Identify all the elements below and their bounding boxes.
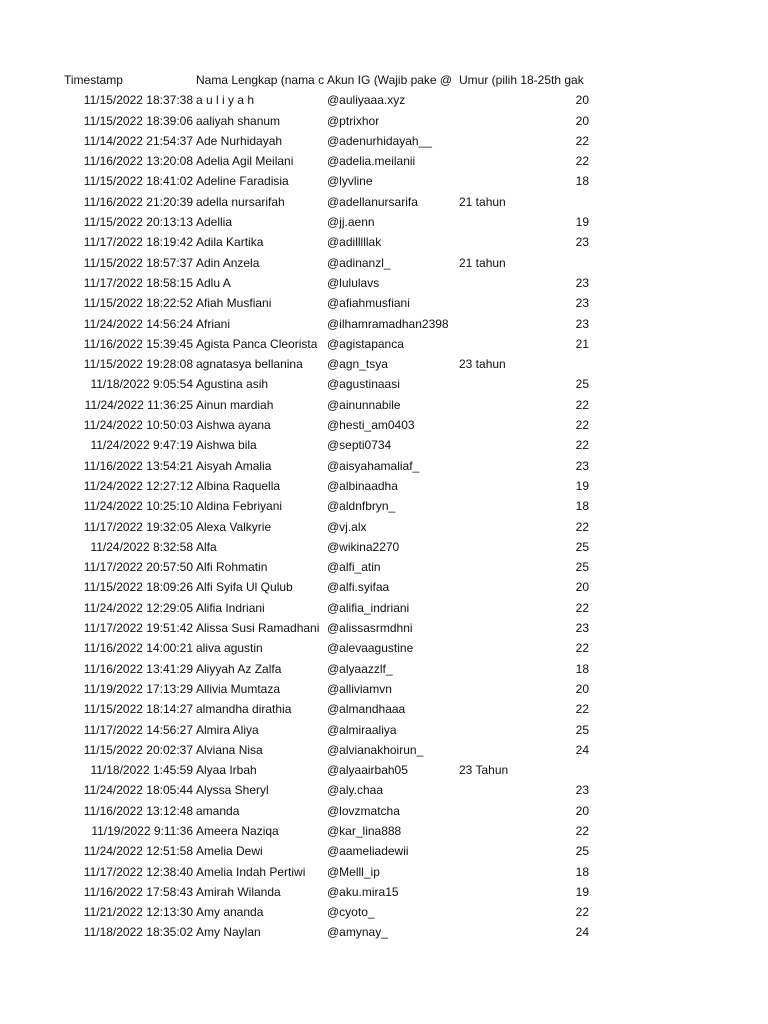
- cell-timestamp: 11/16/2022 13:20:08: [83, 154, 193, 169]
- cell-timestamp: 11/16/2022 15:39:45: [83, 336, 193, 351]
- table-row: [0, 780, 768, 800]
- table-row: [0, 699, 768, 719]
- cell-name: Allivia Mumtaza: [196, 681, 281, 696]
- table-row: [0, 557, 768, 577]
- cell-timestamp: 11/24/2022 12:51:58: [83, 844, 193, 859]
- cell-timestamp: 11/15/2022 18:41:02: [83, 174, 193, 189]
- table-row: [0, 862, 768, 882]
- cell-age: 22: [575, 154, 589, 169]
- table-row: [0, 801, 768, 821]
- cell-ig-account: @aly.chaa: [327, 783, 383, 798]
- cell-timestamp: 11/16/2022 14:00:21: [83, 641, 193, 656]
- cell-age: 24: [575, 742, 589, 757]
- cell-timestamp: 11/15/2022 20:02:37: [83, 742, 193, 757]
- table-row: [0, 395, 768, 415]
- cell-ig-account: @alliviamvn: [327, 681, 392, 696]
- cell-age: 23: [575, 275, 589, 290]
- cell-timestamp: 11/16/2022 17:58:43: [83, 884, 193, 899]
- table-row: [0, 537, 768, 557]
- cell-name: Aishwa bila: [196, 438, 257, 453]
- cell-name: Amelia Indah Pertiwi: [196, 864, 306, 879]
- cell-name: Ameera Naziqa: [196, 823, 279, 838]
- cell-age: 22: [575, 133, 589, 148]
- cell-name: a u l i y a h: [196, 93, 255, 108]
- cell-age: 23: [575, 235, 589, 250]
- cell-ig-account: @adenurhidayah__: [327, 133, 432, 148]
- cell-name: Adlu A: [196, 275, 231, 290]
- table-row: [0, 253, 768, 273]
- cell-timestamp: 11/17/2022 14:56:27: [83, 722, 193, 737]
- cell-timestamp: 11/16/2022 21:20:39: [83, 194, 193, 209]
- cell-timestamp: 11/15/2022 20:13:13: [83, 215, 193, 230]
- cell-ig-account: @lululavs: [327, 275, 380, 290]
- cell-name: Alyaa Irbah: [196, 763, 257, 778]
- table-row: [0, 517, 768, 537]
- cell-ig-account: @auliyaaa.xyz: [327, 93, 406, 108]
- cell-ig-account: @adelia.meilanii: [327, 154, 416, 169]
- table-row: [0, 212, 768, 232]
- cell-age: 25: [575, 560, 589, 575]
- cell-ig-account: @alfi.syifaa: [327, 580, 390, 595]
- cell-age: 22: [575, 702, 589, 717]
- cell-timestamp: 11/16/2022 13:12:48: [83, 803, 193, 818]
- cell-age: 23: [575, 621, 589, 636]
- table-row: [0, 618, 768, 638]
- cell-timestamp: 11/24/2022 18:05:44: [83, 783, 193, 798]
- cell-age: 21: [575, 336, 589, 351]
- cell-timestamp: 11/15/2022 18:57:37: [83, 255, 193, 270]
- header-row: [0, 70, 768, 90]
- cell-name: amanda: [196, 803, 240, 818]
- cell-age: 22: [575, 397, 589, 412]
- cell-timestamp: 11/24/2022 14:56:24: [83, 316, 193, 331]
- cell-name: Adeline Faradisia: [196, 174, 289, 189]
- cell-timestamp: 11/19/2022 9:11:36: [91, 823, 193, 838]
- cell-timestamp: 11/21/2022 12:13:30: [83, 905, 193, 920]
- cell-ig-account: @jj.aenn: [327, 215, 375, 230]
- cell-timestamp: 11/24/2022 10:50:03: [83, 418, 193, 433]
- cell-ig-account: @aisyahamaliaf_: [327, 458, 420, 473]
- cell-timestamp: 11/18/2022 1:45:59: [90, 763, 193, 778]
- cell-name: Alissa Susi Ramadhani: [196, 621, 320, 636]
- table-row: [0, 314, 768, 334]
- cell-name: Amelia Dewi: [196, 844, 263, 859]
- table-row: [0, 415, 768, 435]
- cell-ig-account: @agistapanca: [327, 336, 404, 351]
- cell-timestamp: 11/24/2022 12:27:12: [83, 478, 193, 493]
- cell-timestamp: 11/24/2022 8:32:58: [90, 539, 193, 554]
- cell-ig-account: @septi0734: [327, 438, 392, 453]
- cell-timestamp: 11/24/2022 12:29:05: [83, 600, 193, 615]
- table-row: [0, 922, 768, 942]
- cell-ig-account: @alissasrmdhni: [327, 621, 413, 636]
- cell-ig-account: @Melll_ip: [327, 864, 380, 879]
- cell-name: adella nursarifah: [196, 194, 285, 209]
- cell-timestamp: 11/15/2022 18:39:06: [83, 113, 193, 128]
- cell-age: 25: [575, 722, 589, 737]
- cell-name: Agustina asih: [196, 377, 269, 392]
- cell-timestamp: 11/17/2022 19:32:05: [83, 519, 193, 534]
- cell-ig-account: @lovzmatcha: [327, 803, 400, 818]
- header-age: Umur (pilih 18-25th gak: [459, 73, 584, 87]
- cell-ig-account: @alfi_atin: [327, 560, 381, 575]
- cell-name: Alfi Syifa Ul Qulub: [196, 580, 293, 595]
- cell-name: almandha dirathia: [196, 702, 292, 717]
- cell-age: 20: [575, 681, 589, 696]
- cell-name: Adin Anzela: [196, 255, 260, 270]
- cell-age: 21 tahun: [459, 194, 506, 209]
- table-row: [0, 131, 768, 151]
- cell-name: Adila Kartika: [196, 235, 264, 250]
- cell-timestamp: 11/18/2022 9:05:54: [90, 377, 193, 392]
- cell-name: Adelia Agil Meilani: [196, 154, 294, 169]
- cell-name: Aldina Febriyani: [196, 499, 283, 514]
- cell-age: 22: [575, 438, 589, 453]
- cell-age: 23: [575, 296, 589, 311]
- cell-name: Albina Raquella: [196, 478, 281, 493]
- cell-age: 19: [575, 884, 589, 899]
- cell-age: 18: [575, 499, 589, 514]
- cell-ig-account: @lyvline: [327, 174, 373, 189]
- cell-ig-account: @agn_tsya: [327, 357, 388, 372]
- cell-timestamp: 11/15/2022 18:09:26: [83, 580, 193, 595]
- table-row: [0, 90, 768, 110]
- cell-age: 25: [575, 377, 589, 392]
- cell-name: Alviana Nisa: [196, 742, 263, 757]
- cell-ig-account: @adilllllak: [327, 235, 382, 250]
- cell-name: Alifia Indriani: [196, 600, 265, 615]
- cell-ig-account: @aldnfbryn_: [327, 499, 396, 514]
- table-row: [0, 151, 768, 171]
- cell-ig-account: @kar_lina888: [327, 823, 402, 838]
- cell-ig-account: @wikina2270: [327, 539, 400, 554]
- header-timestamp: Timestamp: [64, 73, 123, 87]
- cell-timestamp: 11/15/2022 18:14:27: [83, 702, 193, 717]
- cell-name: Amirah Wilanda: [196, 884, 281, 899]
- table-row: [0, 902, 768, 922]
- cell-ig-account: @cyoto_: [327, 905, 375, 920]
- table-row: [0, 111, 768, 131]
- table-row: [0, 720, 768, 740]
- cell-age: 20: [575, 113, 589, 128]
- table-row: [0, 476, 768, 496]
- cell-name: Amy ananda: [196, 905, 264, 920]
- cell-age: 23 Tahun: [459, 763, 509, 778]
- table-row: [0, 638, 768, 658]
- table-row: [0, 456, 768, 476]
- cell-timestamp: 11/16/2022 13:41:29: [83, 661, 193, 676]
- table-row: [0, 192, 768, 212]
- cell-age: 20: [575, 580, 589, 595]
- cell-ig-account: @almandhaaa: [327, 702, 406, 717]
- cell-age: 22: [575, 519, 589, 534]
- cell-ig-account: @ptrixhor: [327, 113, 380, 128]
- cell-name: agnatasya bellanina: [196, 357, 303, 372]
- cell-timestamp: 11/24/2022 10:25:10: [83, 499, 193, 514]
- cell-age: 22: [575, 600, 589, 615]
- table-row: [0, 293, 768, 313]
- cell-age: 23: [575, 783, 589, 798]
- table-row: [0, 374, 768, 394]
- cell-ig-account: @alyaairbah05: [327, 763, 408, 778]
- cell-name: Aliyyah Az Zalfa: [196, 661, 282, 676]
- cell-ig-account: @alevaagustine: [327, 641, 414, 656]
- cell-timestamp: 11/15/2022 18:22:52: [83, 296, 193, 311]
- cell-ig-account: @adinanzl_: [327, 255, 391, 270]
- cell-name: Alfi Rohmatin: [196, 560, 268, 575]
- table-row: [0, 232, 768, 252]
- cell-timestamp: 11/17/2022 18:58:15: [83, 275, 193, 290]
- table-row: [0, 273, 768, 293]
- cell-ig-account: @vj.alx: [327, 519, 367, 534]
- cell-timestamp: 11/17/2022 12:38:40: [83, 864, 193, 879]
- cell-ig-account: @amynay_: [327, 925, 388, 940]
- table-row: [0, 598, 768, 618]
- cell-name: aaliyah shanum: [196, 113, 281, 128]
- cell-name: aliva agustin: [196, 641, 263, 656]
- table-row: [0, 435, 768, 455]
- cell-age: 22: [575, 823, 589, 838]
- table-row: [0, 841, 768, 861]
- cell-ig-account: @albinaadha: [327, 478, 398, 493]
- table-row: [0, 821, 768, 841]
- cell-age: 19: [575, 215, 589, 230]
- cell-ig-account: @ainunnabile: [327, 397, 401, 412]
- cell-timestamp: 11/18/2022 18:35:02: [83, 925, 193, 940]
- cell-name: Agista Panca Cleorista: [196, 336, 318, 351]
- cell-timestamp: 11/15/2022 18:37:38: [83, 93, 193, 108]
- cell-age: 21 tahun: [459, 255, 506, 270]
- cell-name: Afriani: [196, 316, 231, 331]
- cell-age: 22: [575, 905, 589, 920]
- cell-timestamp: 11/16/2022 13:54:21: [83, 458, 193, 473]
- cell-name: Ainun mardiah: [196, 397, 274, 412]
- cell-name: Adellia: [196, 215, 233, 230]
- cell-age: 18: [575, 864, 589, 879]
- cell-name: Aisyah Amalia: [196, 458, 272, 473]
- cell-name: Afiah Musfiani: [196, 296, 272, 311]
- cell-age: 22: [575, 418, 589, 433]
- table-row: [0, 354, 768, 374]
- cell-ig-account: @adellanursarifa: [327, 194, 418, 209]
- cell-age: 23: [575, 458, 589, 473]
- spreadsheet: [0, 70, 768, 943]
- cell-age: 18: [575, 661, 589, 676]
- cell-name: Almira Aliya: [196, 722, 259, 737]
- cell-age: 25: [575, 844, 589, 859]
- table-row: [0, 882, 768, 902]
- cell-timestamp: 11/17/2022 20:57:50: [83, 560, 193, 575]
- cell-ig-account: @alyaazzlf_: [327, 661, 393, 676]
- cell-age: 18: [575, 174, 589, 189]
- table-row: [0, 760, 768, 780]
- cell-ig-account: @ilhamramadhan2398: [327, 316, 449, 331]
- cell-ig-account: @aku.mira15: [327, 884, 399, 899]
- cell-age: 23: [575, 316, 589, 331]
- cell-age: 20: [575, 93, 589, 108]
- cell-age: 24: [575, 925, 589, 940]
- cell-ig-account: @alvianakhoirun_: [327, 742, 424, 757]
- cell-age: 25: [575, 539, 589, 554]
- table-row: [0, 740, 768, 760]
- table-row: [0, 171, 768, 191]
- cell-name: Aishwa ayana: [196, 418, 271, 433]
- table-body: [0, 90, 768, 942]
- cell-timestamp: 11/24/2022 9:47:19: [90, 438, 193, 453]
- cell-ig-account: @alifia_indriani: [327, 600, 410, 615]
- cell-name: Alexa Valkyrie: [196, 519, 272, 534]
- table-row: [0, 334, 768, 354]
- cell-ig-account: @hesti_am0403: [327, 418, 415, 433]
- cell-timestamp: 11/19/2022 17:13:29: [83, 681, 193, 696]
- cell-ig-account: @agustinaasi: [327, 377, 400, 392]
- cell-timestamp: 11/24/2022 11:36:25: [84, 397, 193, 412]
- cell-name: Alfa: [196, 539, 217, 554]
- cell-name: Amy Naylan: [196, 925, 261, 940]
- table-row: [0, 577, 768, 597]
- cell-age: 20: [575, 803, 589, 818]
- cell-timestamp: 11/15/2022 19:28:08: [83, 357, 193, 372]
- table-row: [0, 659, 768, 679]
- cell-timestamp: 11/17/2022 18:19:42: [83, 235, 193, 250]
- cell-ig-account: @almiraaliya: [327, 722, 397, 737]
- cell-name: Ade Nurhidayah: [196, 133, 283, 148]
- cell-timestamp: 11/17/2022 19:51:42: [83, 621, 193, 636]
- cell-ig-account: @afiahmusfiani: [327, 296, 410, 311]
- header-name: Nama Lengkap (nama c: [196, 73, 325, 87]
- table-row: [0, 496, 768, 516]
- cell-age: 23 tahun: [459, 357, 506, 372]
- cell-ig-account: @aameliadewii: [327, 844, 409, 859]
- cell-age: 19: [575, 478, 589, 493]
- table-row: [0, 679, 768, 699]
- cell-timestamp: 11/14/2022 21:54:37: [83, 133, 193, 148]
- header-ig-account: Akun IG (Wajib pake @: [327, 73, 453, 87]
- cell-name: Alyssa Sheryl: [196, 783, 269, 798]
- cell-age: 22: [575, 641, 589, 656]
